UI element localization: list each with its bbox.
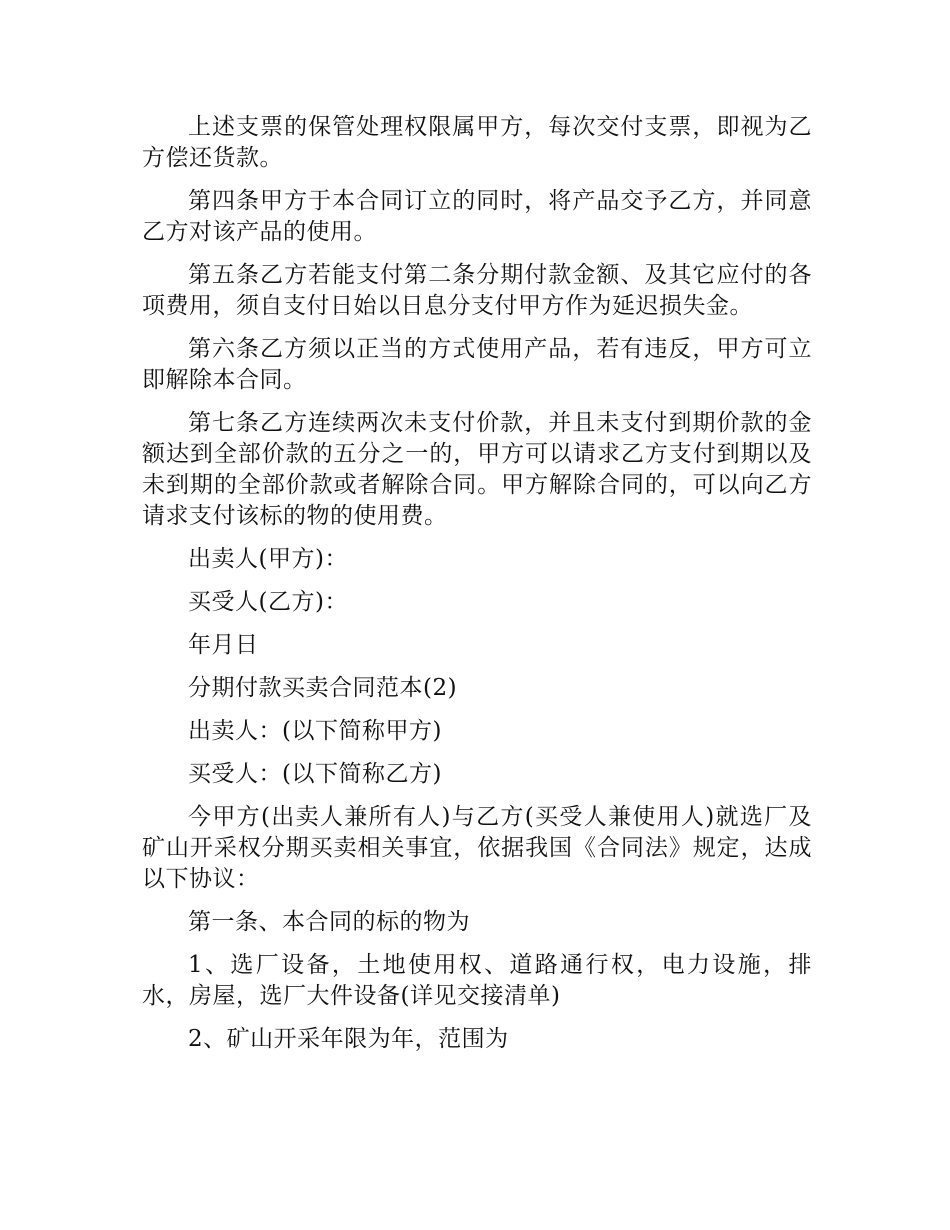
buyer-line: 买受人：(以下简称乙方) xyxy=(188,761,442,787)
paragraph-item-2: 2、矿山开采年限为年，范围为 xyxy=(188,1026,509,1052)
seller-line: 出卖人：(以下简称甲方) xyxy=(188,718,442,744)
paragraph-preamble: 今甲方(出卖人兼所有人)与乙方(买受人兼使用人)就选厂及矿山开采权分期买卖相关事宜，依据我国《合同法》规定，达成以下协议： xyxy=(142,804,812,892)
paragraph-article-6: 第六条乙方须以正当的方式使用产品，若有违反，甲方可立即解除本合同。 xyxy=(142,336,812,393)
buyer-signature-line: 买受人(乙方)： xyxy=(188,589,348,615)
paragraph-article-5: 第五条乙方若能支付第二条分期付款金额、及其它应付的各项费用，须自支付日始以日息分支付甲方作为延迟损失金。 xyxy=(142,262,812,319)
paragraph-cheque-custody: 上述支票的保管处理权限属甲方，每次交付支票，即视为乙方偿还货款。 xyxy=(142,114,812,171)
paragraph-article-7: 第七条乙方连续两次未支付价款，并且未支付到期价款的金额达到全部价款的五分之一的，甲方可以请求乙方支付到期以及未到期的全部价款或者解除合同。甲方解除合同的，可以向乙方请求支付该标的物的使用费。 xyxy=(142,410,812,529)
paragraph-article-1: 第一条、本合同的标的物为 xyxy=(188,909,470,935)
paragraph-item-1: 1、选厂设备，土地使用权、道路通行权，电力设施，排水，房屋，选厂大件设备(详见交接清单) xyxy=(142,952,812,1009)
document-page xyxy=(142,112,812,1067)
date-line: 年月日 xyxy=(188,632,259,658)
seller-signature-line: 出卖人(甲方)： xyxy=(188,546,348,572)
contract-template-title: 分期付款买卖合同范本(2) xyxy=(188,675,458,701)
paragraph-article-4: 第四条甲方于本合同订立的同时，将产品交予乙方，并同意乙方对该产品的使用。 xyxy=(142,188,812,245)
